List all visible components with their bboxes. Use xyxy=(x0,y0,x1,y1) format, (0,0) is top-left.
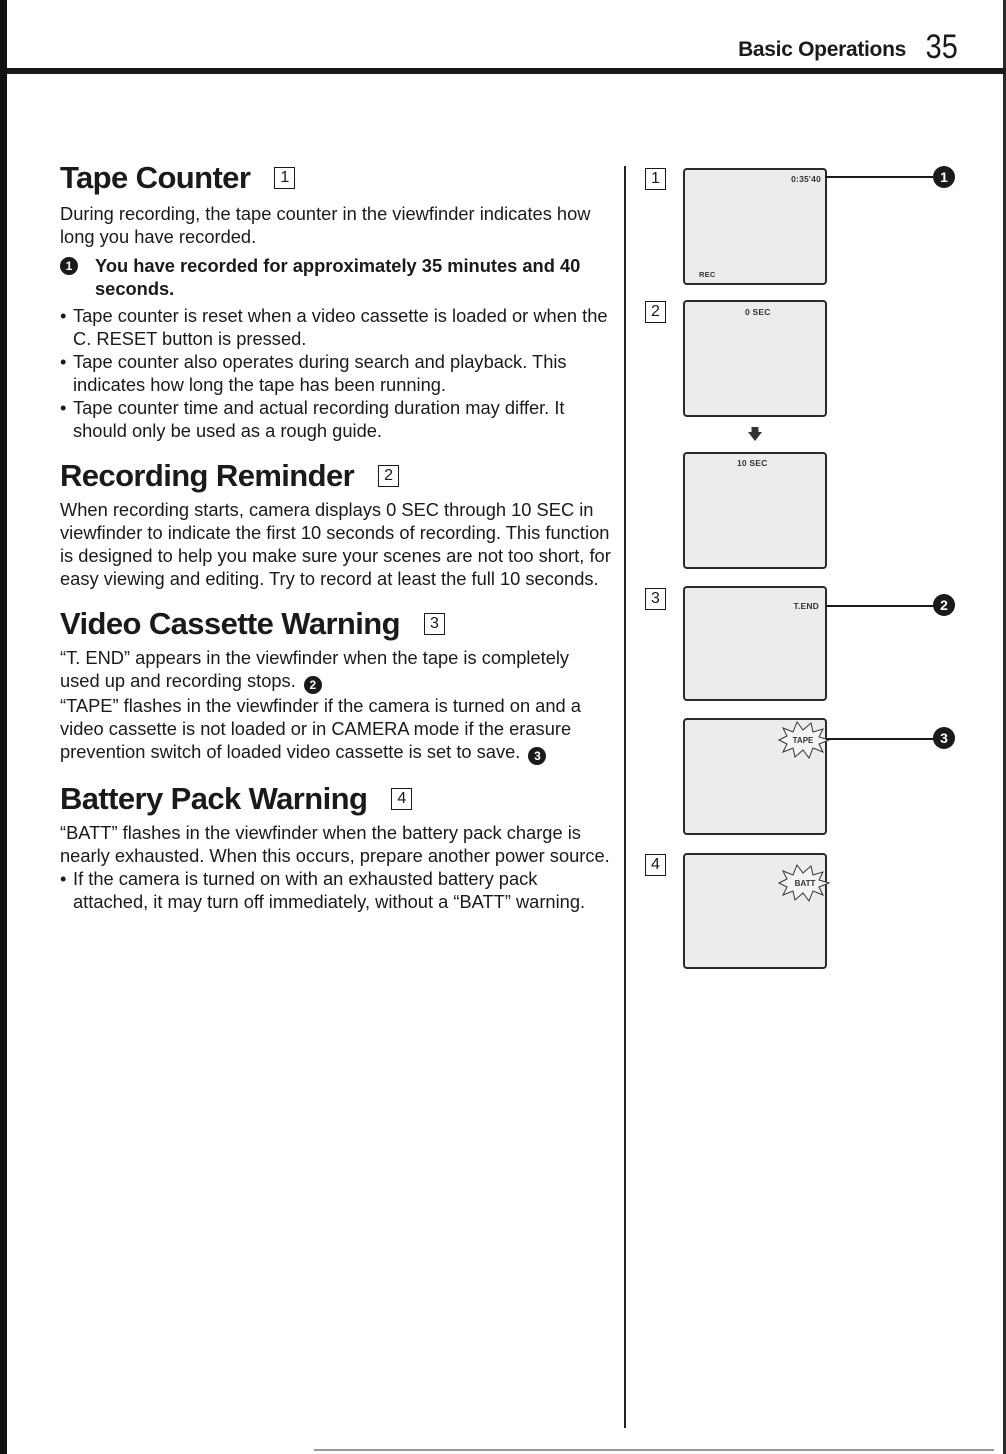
text-column xyxy=(60,158,612,913)
heading-text: Recording Reminder xyxy=(60,458,355,493)
figure-ref-box: 2 xyxy=(378,465,399,487)
tape-warning-label: TAPE xyxy=(792,736,814,745)
section-video-cassette-warning xyxy=(60,604,612,765)
viewfinder-screen xyxy=(683,452,827,569)
tape-end-indicator: T.END xyxy=(793,601,819,611)
paragraph-text: “TAPE” flashes in the viewfinder if the camera is turned on and a video cassette is not loaded or in CAMERA mode if the erasure prevention switch of loaded video cassette is set to save. xyxy=(60,695,581,762)
callout-number-badge: 2 xyxy=(933,594,955,616)
page-left-edge xyxy=(0,0,7,1454)
heading-text: Video Cassette Warning xyxy=(60,606,400,641)
footer-rule xyxy=(314,1449,994,1451)
bullet-list xyxy=(60,304,612,442)
list-item: • If the camera is turned on with an exhausted battery pack attached, it may turn off immediately, without a “BATT” warning. xyxy=(60,867,612,913)
seconds-readout: 10 SEC xyxy=(737,458,768,468)
column-divider xyxy=(624,166,626,1428)
paragraph: When recording starts, camera displays 0 SEC through 10 SEC in viewfinder to indicate the first 10 seconds of recording. This function is designed to help you make sure your scenes are not too short, for easy viewing and editing. Try to record at least the full 10 seconds. xyxy=(60,499,611,589)
list-item: • Tape counter also operates during search and playback. This indicates how long the tape has been running. xyxy=(60,350,612,396)
section-tape-counter xyxy=(60,158,612,442)
leader-line xyxy=(825,176,933,178)
paragraph: During recording, the tape counter in the viewfinder indicates how long you have recorded. xyxy=(60,203,591,247)
header-title: Basic Operations xyxy=(738,38,906,61)
viewfinder-screen xyxy=(683,300,827,417)
arrow-down-icon xyxy=(748,426,762,442)
leader-line xyxy=(826,738,935,740)
rec-indicator: REC xyxy=(699,270,716,279)
flashing-burst-icon xyxy=(775,720,831,760)
callout-number-badge: 3 xyxy=(933,727,955,749)
callout-note xyxy=(60,254,612,300)
section-heading xyxy=(60,604,612,644)
section-heading xyxy=(60,779,612,819)
callout-number-badge: 1 xyxy=(933,166,955,188)
figure-tag: 4 xyxy=(645,854,666,876)
figure-tag: 2 xyxy=(645,301,666,323)
paragraph xyxy=(60,646,612,694)
flashing-burst-icon xyxy=(775,863,831,903)
header-rule xyxy=(7,68,1006,74)
paragraph-text: “T. END” appears in the viewfinder when the tape is completely used up and recording stops. xyxy=(60,647,570,691)
section-heading xyxy=(60,158,612,198)
paragraph: “BATT” flashes in the viewfinder when the battery pack charge is nearly exhausted. When this occurs, prepare another power source. xyxy=(60,822,610,866)
section-recording-reminder xyxy=(60,456,612,590)
viewfinder-screen xyxy=(683,168,827,285)
heading-text: Tape Counter xyxy=(60,160,251,195)
seconds-readout: 0 SEC xyxy=(745,307,771,317)
page-number: 35 xyxy=(925,28,958,66)
list-item: • Tape counter is reset when a video cassette is loaded or when the C. RESET button is pressed. xyxy=(60,304,612,350)
heading-text: Battery Pack Warning xyxy=(60,781,368,816)
section-heading xyxy=(60,456,612,496)
bullet-list xyxy=(60,867,612,913)
callout-number-badge: 3 xyxy=(528,747,546,765)
tape-counter-readout: 0:35'40 xyxy=(791,174,821,184)
leader-line xyxy=(825,605,935,607)
figure-tag: 3 xyxy=(645,588,666,610)
viewfinder-screen xyxy=(683,586,827,701)
callout-number-badge: 2 xyxy=(304,676,322,694)
viewfinder-screen xyxy=(683,718,827,835)
figure-ref-box: 3 xyxy=(424,613,445,635)
callout-number-badge: 1 xyxy=(60,257,78,275)
paragraph xyxy=(60,694,612,765)
figure-ref-box: 1 xyxy=(274,167,295,189)
battery-warning-label: BATT xyxy=(794,879,816,888)
figure-ref-box: 4 xyxy=(391,788,412,810)
section-battery-pack-warning xyxy=(60,779,612,913)
list-item: • Tape counter time and actual recording duration may differ. It should only be used as a rough guide. xyxy=(60,396,612,442)
note-text: You have recorded for approximately 35 minutes and 40 seconds. xyxy=(95,255,581,299)
viewfinder-screen xyxy=(683,853,827,969)
figure-tag: 1 xyxy=(645,168,666,190)
